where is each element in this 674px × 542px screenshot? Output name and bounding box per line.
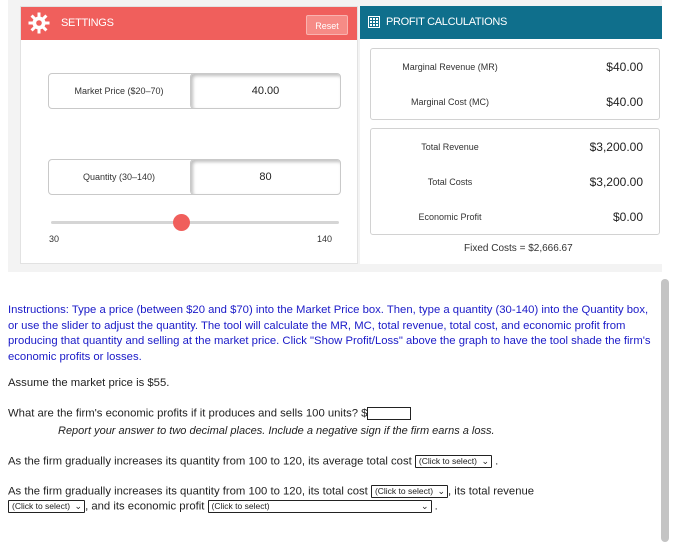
quantity-field: [48, 159, 340, 195]
mr-label: Marginal Revenue (MR): [402, 62, 498, 72]
mr-value: $40.00: [606, 60, 643, 74]
market-price-input[interactable]: 40.00: [190, 73, 341, 109]
settings-title: SETTINGS: [61, 17, 114, 29]
mr-row: [371, 50, 659, 85]
marginal-group: [370, 48, 660, 120]
atc-select[interactable]: (Click to select) ⌄: [415, 455, 492, 468]
total-revenue-select[interactable]: (Click to select) ⌄: [8, 500, 85, 513]
instructions-text: Instructions: Type a price (between $20 and $70) into the Market Price box. Then, type a quantity (30-140) into the Quantity box, or use the slider to adjust the quantity. The tool will calculate the MR, MC, total revenue, total cost, and economic profit from producing that quantity and selling at the market price. Click "Show Profit/Loss" above the graph to have the tool shade the firm's economic profits or losses.: [8, 304, 651, 363]
ep-label: Economic Profit: [418, 212, 482, 222]
quantity-input[interactable]: 80: [190, 159, 341, 195]
market-price-field: [48, 73, 340, 109]
totals-group: [370, 128, 660, 235]
question-2-text: As the firm gradually increases its quantity from 100 to 120, its average total cost: [8, 455, 412, 468]
page-scrollbar[interactable]: [661, 279, 669, 542]
market-price-label: Market Price ($20–70): [74, 86, 164, 96]
quantity-slider-handle[interactable]: [173, 214, 190, 231]
tc-value: $3,200.00: [589, 175, 643, 189]
tr-value: $3,200.00: [589, 140, 643, 154]
mc-label: Marginal Cost (MC): [410, 97, 489, 107]
total-cost-select[interactable]: (Click to select) ⌄: [371, 485, 448, 498]
question-3: [8, 485, 534, 498]
calculations-header: [360, 6, 662, 39]
gear-icon: [27, 11, 51, 35]
mc-value: $40.00: [606, 95, 643, 109]
ep-row: [371, 200, 659, 235]
profit-calculations-panel: [360, 6, 662, 264]
ep-value: $0.00: [612, 210, 643, 224]
profit-answer-input[interactable]: [367, 407, 411, 420]
question-2: As the firm gradually increases its quantity from 100 to 120, its average total cost (Click to select) ⌄ .: [8, 455, 499, 468]
chevron-down-icon: ⌄: [437, 486, 446, 496]
question-3-cont: (Click to select) ⌄ , and its economic profit (Click to select) ⌄ .: [8, 500, 438, 513]
mc-row: [371, 85, 659, 120]
calculator-icon: [368, 16, 380, 28]
reset-button[interactable]: Reset: [306, 15, 348, 35]
assume-text: Assume the market price is $55.: [8, 377, 170, 389]
settings-header: [21, 7, 357, 40]
settings-panel: [20, 6, 358, 264]
question-1: [8, 407, 411, 420]
question-3-text-a: As the firm gradually increases its quantity from 100 to 120, its total cost: [8, 485, 368, 498]
question-3-text-c: , and its economic profit: [85, 500, 205, 513]
chevron-down-icon: ⌄: [481, 456, 489, 466]
tc-row: [371, 165, 659, 200]
tr-row: [371, 130, 659, 165]
slider-min-label: 30: [49, 234, 60, 244]
fixed-costs: Fixed Costs = $2,666.67: [464, 243, 573, 254]
tr-label: Total Revenue: [421, 142, 479, 152]
question-1-text: What are the firm's economic profits if it produces and sells 100 units? $: [8, 407, 368, 420]
quantity-slider-track[interactable]: [51, 221, 339, 224]
economic-profit-select[interactable]: (Click to select) ⌄: [208, 500, 432, 513]
question-1-note: Report your answer to two decimal places. Include a negative sign if the firm earns a loss.: [58, 425, 495, 437]
tc-label: Total Costs: [427, 177, 473, 187]
profit-tool: [8, 0, 662, 272]
quantity-label: Quantity (30–140): [82, 172, 156, 182]
chevron-down-icon: ⌄: [74, 501, 83, 511]
slider-max-label: 140: [317, 234, 333, 244]
calculations-title: PROFIT CALCULATIONS: [386, 16, 508, 28]
chevron-down-icon: ⌄: [421, 501, 429, 511]
question-3-text-b: , its total revenue: [448, 485, 535, 498]
